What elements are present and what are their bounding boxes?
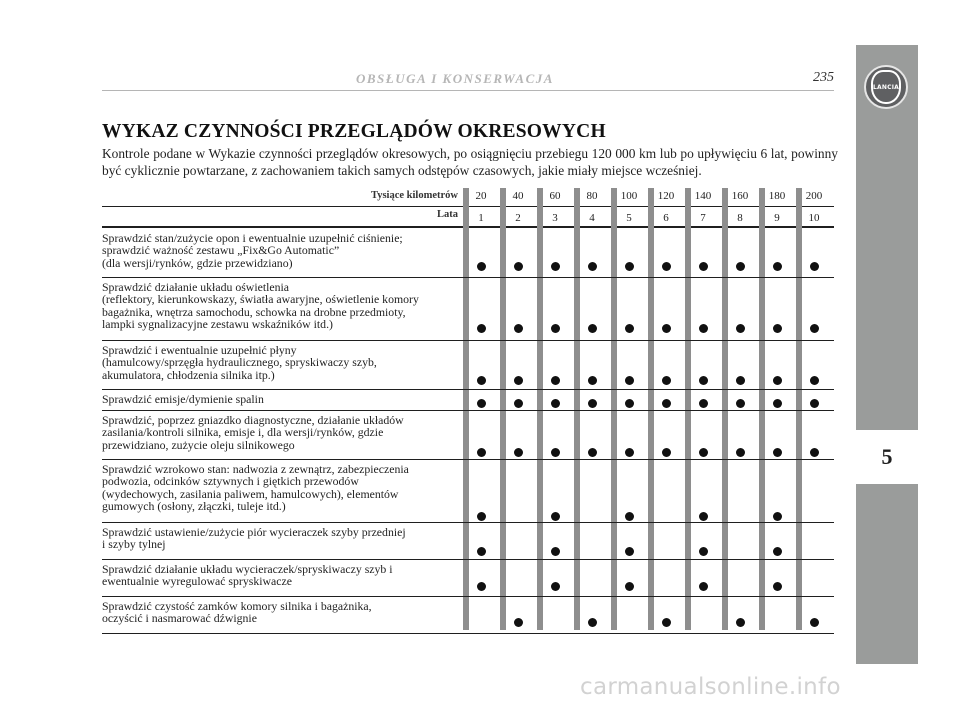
check-dot bbox=[773, 376, 782, 385]
kilometer-value: 160 bbox=[731, 190, 749, 202]
task-line: (hamulcowy/sprzęgła hydraulicznego, spryskiwaczy szyb, bbox=[102, 355, 377, 370]
row-divider bbox=[102, 596, 834, 597]
task-line: i szyby tylnej bbox=[102, 537, 166, 552]
check-dot bbox=[588, 376, 597, 385]
task-line: oczyścić i nasmarować dźwignie bbox=[102, 611, 257, 626]
check-dot bbox=[625, 376, 634, 385]
task-line: Sprawdzić działanie układu oświetlenia bbox=[102, 280, 290, 294]
kilometer-value: 20 bbox=[475, 190, 487, 202]
task-line: Sprawdzić wzrokowo stan: nadwozia z zewnątrz, zabezpieczenia bbox=[102, 462, 409, 476]
kilometer-value: 140 bbox=[694, 190, 712, 202]
year-value: 2 bbox=[515, 212, 521, 224]
check-dot bbox=[477, 448, 486, 457]
task-description bbox=[102, 463, 452, 513]
check-dot bbox=[514, 324, 523, 333]
column-stripe bbox=[463, 188, 469, 630]
chapter-sidebar bbox=[856, 45, 918, 664]
column-stripe bbox=[722, 188, 728, 630]
year-value: 3 bbox=[552, 212, 558, 224]
task-line: akumulatora, chłodzenia silnika itp.) bbox=[102, 367, 275, 382]
check-dot bbox=[514, 399, 523, 408]
row-divider bbox=[102, 522, 834, 523]
page-title: WYKAZ CZYNNOŚCI PRZEGLĄDÓW OKRESOWYCH bbox=[102, 121, 606, 142]
check-dot bbox=[551, 324, 560, 333]
task-description bbox=[102, 414, 452, 451]
check-dot bbox=[773, 512, 782, 521]
running-title: OBSŁUGA I KONSERWACJA bbox=[356, 71, 554, 86]
check-dot bbox=[551, 547, 560, 556]
check-dot bbox=[551, 512, 560, 521]
task-line: przewidziano, zużycie oleju silnikowego bbox=[102, 437, 295, 452]
year-value: 7 bbox=[700, 212, 706, 224]
logo-shield bbox=[871, 70, 901, 104]
check-dot bbox=[699, 448, 708, 457]
check-dot bbox=[699, 399, 708, 408]
check-dot bbox=[736, 324, 745, 333]
year-value: 4 bbox=[589, 212, 595, 224]
check-dot bbox=[662, 324, 671, 333]
page-number: 235 bbox=[813, 70, 834, 85]
check-dot bbox=[477, 582, 486, 591]
check-dot bbox=[588, 448, 597, 457]
check-dot bbox=[699, 262, 708, 271]
intro-paragraph: Kontrole podane w Wykazie czynności przeglądów okresowych, po osiągnięciu przebiegu 120 000 km lub po upływięciu 6 lat, powinny być cyklicznie powtarzane, z zachowaniem takich samych odstępów czasowych, jakie miały miejsce wcześniej. bbox=[102, 146, 838, 178]
column-stripe bbox=[648, 188, 654, 630]
check-dot bbox=[477, 262, 486, 271]
kilometer-value: 60 bbox=[549, 190, 561, 202]
check-dot bbox=[699, 582, 708, 591]
check-dot bbox=[588, 399, 597, 408]
kilometer-value: 80 bbox=[586, 190, 598, 202]
lancia-logo-icon bbox=[864, 65, 908, 109]
check-dot bbox=[662, 448, 671, 457]
year-value: 10 bbox=[808, 212, 820, 224]
check-dot bbox=[662, 618, 671, 627]
check-dot bbox=[662, 399, 671, 408]
check-dot bbox=[699, 547, 708, 556]
task-line: Sprawdzić czystość zamków komory silnika i bagażnika, bbox=[102, 599, 372, 613]
column-stripe bbox=[500, 188, 506, 630]
check-dot bbox=[810, 376, 819, 385]
check-dot bbox=[551, 262, 560, 271]
row-divider bbox=[102, 633, 834, 634]
years-header: Lata bbox=[437, 209, 458, 220]
check-dot bbox=[551, 582, 560, 591]
task-line: (reflektory, kierunkowskazy, światła awaryjne, oświetlenie komory bbox=[102, 292, 419, 307]
check-dot bbox=[736, 262, 745, 271]
task-description bbox=[102, 281, 452, 331]
row-divider bbox=[102, 410, 834, 411]
check-dot bbox=[551, 399, 560, 408]
check-dot bbox=[551, 376, 560, 385]
check-dot bbox=[514, 376, 523, 385]
task-description bbox=[102, 526, 452, 551]
check-dot bbox=[736, 448, 745, 457]
check-dot bbox=[810, 324, 819, 333]
check-dot bbox=[736, 376, 745, 385]
row-divider bbox=[102, 389, 834, 390]
kilometers-header: Tysiące kilometrów bbox=[371, 190, 458, 201]
kilometer-value: 120 bbox=[657, 190, 675, 202]
check-dot bbox=[477, 399, 486, 408]
check-dot bbox=[810, 448, 819, 457]
check-dot bbox=[514, 262, 523, 271]
chapter-tab bbox=[856, 430, 918, 484]
check-dot bbox=[477, 547, 486, 556]
check-dot bbox=[773, 582, 782, 591]
column-stripe bbox=[574, 188, 580, 630]
task-line: Sprawdzić ustawienie/zużycie piór wycieraczek szyby przedniej bbox=[102, 525, 406, 539]
check-dot bbox=[773, 448, 782, 457]
kilometer-value: 200 bbox=[805, 190, 823, 202]
task-line: sprawdzić ważność zestawu „Fix&Go Automatic” bbox=[102, 243, 340, 258]
check-dot bbox=[625, 448, 634, 457]
column-stripe bbox=[759, 188, 765, 630]
check-dot bbox=[699, 512, 708, 521]
check-dot bbox=[588, 618, 597, 627]
task-description bbox=[102, 563, 452, 588]
task-line: podwozia, odcinków sztywnych i giętkich przewodów bbox=[102, 474, 359, 489]
check-dot bbox=[477, 512, 486, 521]
check-dot bbox=[514, 618, 523, 627]
check-dot bbox=[514, 448, 523, 457]
task-line: lampki sygnalizacyjne zestawu wskaźników itd.) bbox=[102, 317, 333, 332]
header-divider bbox=[102, 90, 834, 91]
task-description bbox=[102, 600, 452, 625]
task-description bbox=[102, 232, 452, 269]
kilometer-value: 100 bbox=[620, 190, 638, 202]
task-line: Sprawdzić, poprzez gniazdko diagnostyczne, działanie układów bbox=[102, 413, 404, 427]
task-description bbox=[102, 393, 452, 405]
check-dot bbox=[810, 618, 819, 627]
row-divider bbox=[102, 277, 834, 278]
check-dot bbox=[625, 324, 634, 333]
task-line: gumowych (osłony, złączki, tuleje itd.) bbox=[102, 499, 286, 514]
task-line: (dla wersji/rynków, gdzie przewidziano) bbox=[102, 255, 293, 270]
task-line: Sprawdzić stan/zużycie opon i ewentualnie uzupełnić ciśnienie; bbox=[102, 231, 403, 245]
check-dot bbox=[588, 262, 597, 271]
row-divider bbox=[102, 559, 834, 560]
check-dot bbox=[736, 399, 745, 408]
year-value: 9 bbox=[774, 212, 780, 224]
check-dot bbox=[625, 582, 634, 591]
check-dot bbox=[810, 262, 819, 271]
watermark: carmanualsonline.info bbox=[580, 674, 841, 700]
kilometer-value: 40 bbox=[512, 190, 524, 202]
check-dot bbox=[662, 376, 671, 385]
column-stripe bbox=[796, 188, 802, 630]
year-value: 8 bbox=[737, 212, 743, 224]
check-dot bbox=[625, 262, 634, 271]
check-dot bbox=[477, 324, 486, 333]
column-stripe bbox=[611, 188, 617, 630]
task-line: ewentualnie wyregulować spryskiwacze bbox=[102, 574, 292, 589]
check-dot bbox=[551, 448, 560, 457]
task-line: (wydechowych, zasilania paliwem, hamulcowych), elementów bbox=[102, 486, 399, 501]
year-value: 5 bbox=[626, 212, 632, 224]
check-dot bbox=[662, 262, 671, 271]
year-value: 6 bbox=[663, 212, 669, 224]
task-line: zasilania/kontroli silnika, emisje i, dla wersji/rynków, gdzie bbox=[102, 425, 384, 440]
task-line: Sprawdzić emisje/dymienie spalin bbox=[102, 392, 264, 406]
column-stripe bbox=[537, 188, 543, 630]
chapter-number: 5 bbox=[881, 444, 893, 469]
task-line: bagażnika, wnętrza samochodu, schowka na drobne przedmioty, bbox=[102, 304, 406, 319]
kilometer-value: 180 bbox=[768, 190, 786, 202]
task-description bbox=[102, 344, 452, 381]
check-dot bbox=[625, 547, 634, 556]
check-dot bbox=[773, 324, 782, 333]
check-dot bbox=[810, 399, 819, 408]
check-dot bbox=[625, 512, 634, 521]
logo-text: LANCIA bbox=[873, 83, 899, 91]
check-dot bbox=[625, 399, 634, 408]
check-dot bbox=[699, 376, 708, 385]
check-dot bbox=[773, 262, 782, 271]
year-value: 1 bbox=[478, 212, 484, 224]
row-divider bbox=[102, 340, 834, 341]
row-divider bbox=[102, 459, 834, 460]
check-dot bbox=[736, 618, 745, 627]
check-dot bbox=[699, 324, 708, 333]
check-dot bbox=[773, 547, 782, 556]
task-line: Sprawdzić i ewentualnie uzupełnić płyny bbox=[102, 343, 297, 357]
check-dot bbox=[588, 324, 597, 333]
task-line: Sprawdzić działanie układu wycieraczek/spryskiwaczy szyb i bbox=[102, 562, 393, 576]
check-dot bbox=[477, 376, 486, 385]
column-stripe bbox=[685, 188, 691, 630]
check-dot bbox=[773, 399, 782, 408]
